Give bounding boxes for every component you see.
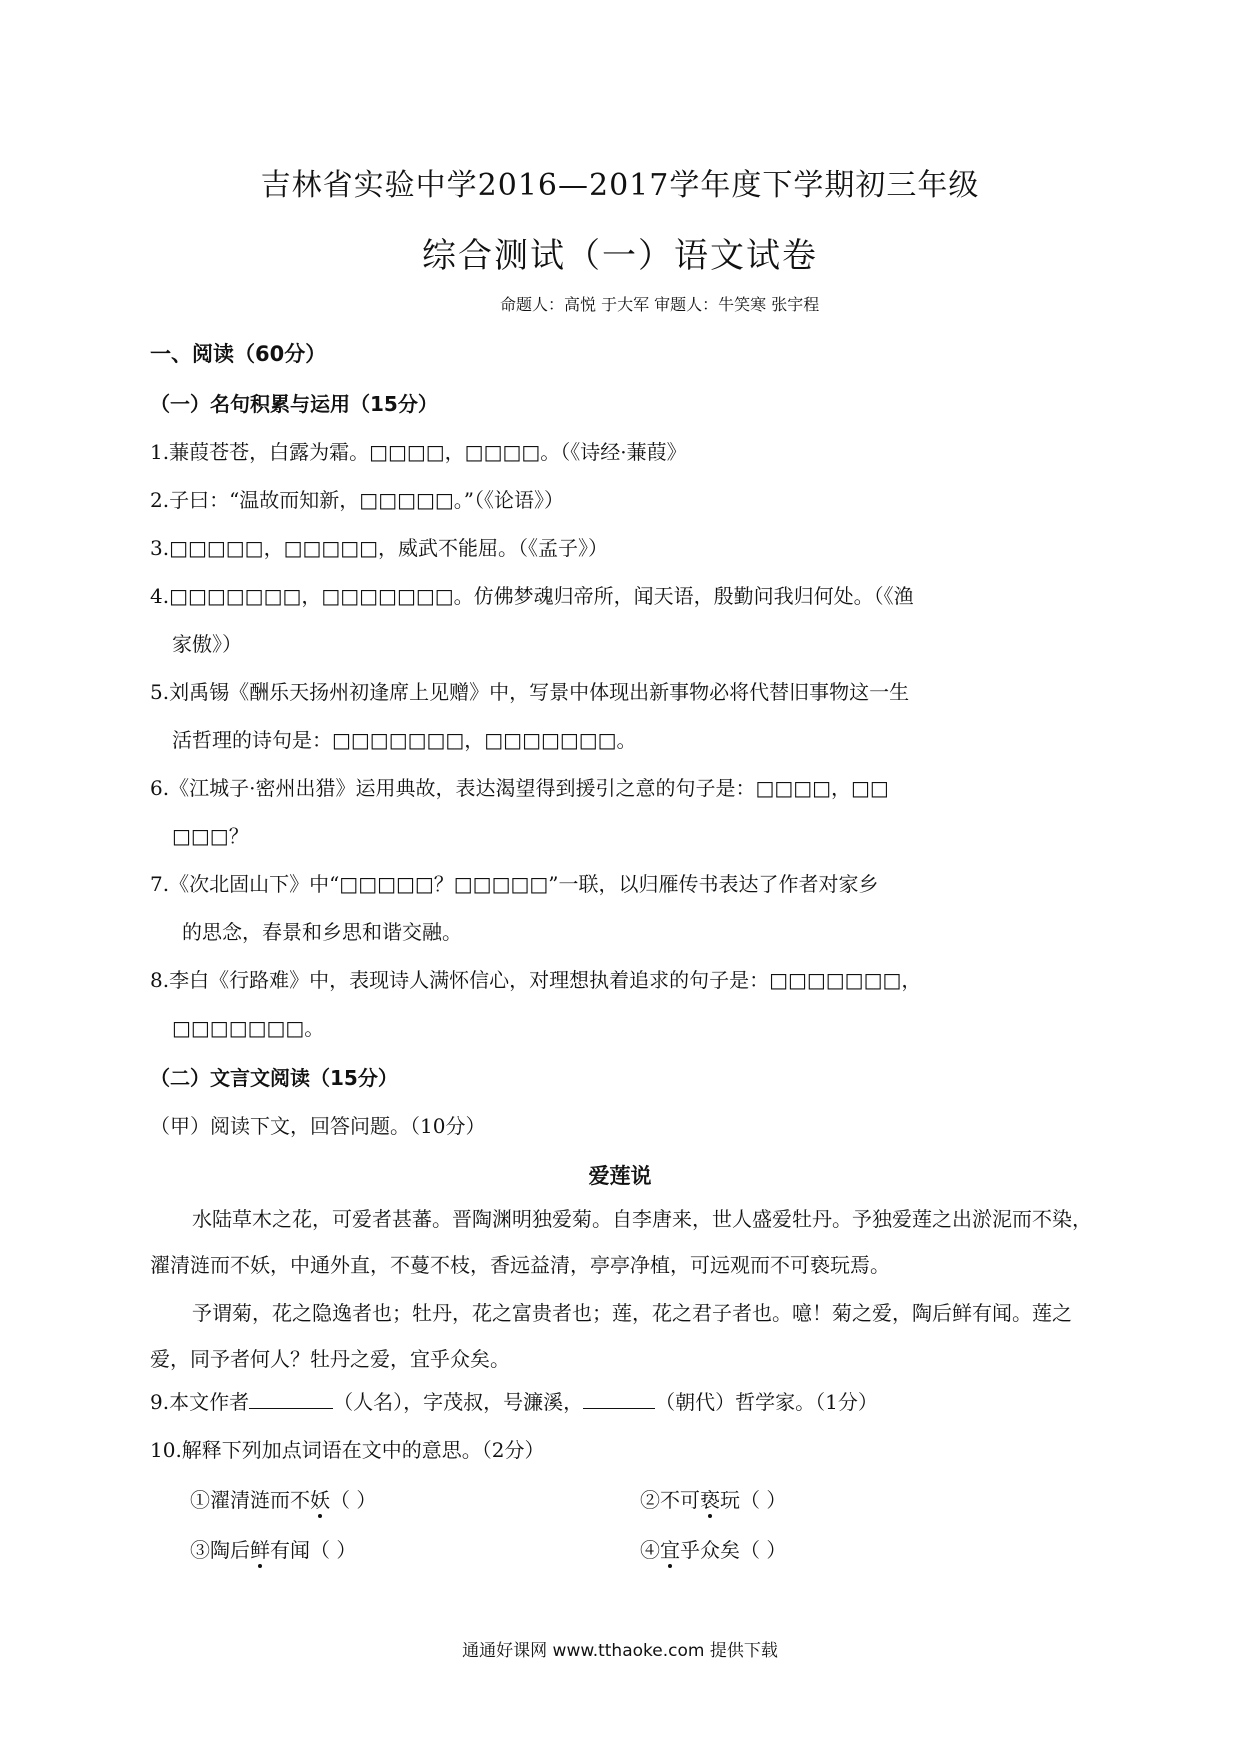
essay-title: 爱莲说 (588, 1164, 652, 1188)
question-4-line2: 家傲》） (172, 632, 242, 656)
option-1-dotted-char: 妖 (310, 1488, 330, 1512)
option-3-answer-blank[interactable]: （ ） (310, 1538, 357, 1562)
option-3-text: ③陶后 (190, 1538, 250, 1562)
option-4 (640, 1534, 786, 1563)
question-9-prefix: 9.本文作者 (150, 1390, 250, 1414)
question-6-line2: □□□？ (172, 824, 249, 848)
part-heading-quotes: （一）名句积累与运用（15分） (150, 392, 438, 416)
question-2: 2.子曰：“温故而知新，□□□□□。”（《论语》） (150, 488, 565, 512)
dynasty-blank[interactable] (583, 1390, 655, 1409)
question-7-line2: 的思念，春景和乡思和谐交融。 (182, 920, 462, 944)
option-2-answer-blank[interactable]: （ ） (740, 1488, 787, 1512)
option-2-dotted-char: 亵 (700, 1488, 720, 1512)
question-4-line1: 4.□□□□□□□，□□□□□□□。仿佛梦魂归帝所，闻天语，殷勤问我归何处。（《渔 (150, 584, 914, 608)
question-5-line1: 5.刘禹锡《酬乐天扬州初逢席上见赠》中，写景中体现出新事物必将代替旧事物这一生 (150, 680, 910, 704)
exam-title-line2: 综合测试（一）语文试卷 (422, 236, 818, 276)
question-5-line2: 活哲理的诗句是：□□□□□□□，□□□□□□□。 (172, 728, 637, 752)
question-7-line1: 7.《次北固山下》中“□□□□□？□□□□□”一联，以归雁传书表达了作者对家乡 (150, 872, 879, 896)
option-4-dotted-char: 宜 (660, 1538, 680, 1562)
option-3 (190, 1534, 356, 1563)
question-setters: 命题人：高悦 于大军 审题人：牛笑寒 张宇程 (500, 295, 820, 314)
question-10: 10.解释下列加点词语在文中的意思。（2分） (150, 1438, 545, 1462)
question-1: 1.蒹葭苍苍，白露为霜。□□□□，□□□□。（《诗经·蒹葭》 (150, 440, 687, 464)
question-9 (150, 1386, 878, 1415)
option-1-text: ①濯清涟而不 (190, 1488, 310, 1512)
essay-paragraph-2: 予谓菊，花之隐逸者也；牡丹，花之富贵者也；莲，花之君子者也。噫！菊之爱，陶后鲜有闻。莲之爱，同予者何人？牡丹之爱，宜乎众矣。 (150, 1301, 1072, 1371)
section-heading-reading: 一、阅读（60分） (150, 342, 327, 366)
question-9-suffix: （朝代）哲学家。（1分） (655, 1390, 878, 1414)
exam-title-line1: 吉林省实验中学2016—2017学年度下学期初三年级 (260, 168, 980, 203)
question-8-line2: □□□□□□□。 (172, 1016, 325, 1040)
option-3-dotted-char: 鲜 (250, 1538, 270, 1562)
question-8-line1: 8.李白《行路难》中，表现诗人满怀信心，对理想执着追求的句子是：□□□□□□□， (150, 968, 922, 992)
option-4-text-suffix: 乎众矣 (680, 1538, 740, 1562)
option-4-answer-blank[interactable]: （ ） (740, 1538, 787, 1562)
reading-instruction: （甲）阅读下文，回答问题。（10分） (150, 1114, 486, 1138)
option-2-text-suffix: 玩 (720, 1488, 740, 1512)
option-3-text-suffix: 有闻 (270, 1538, 310, 1562)
option-4-text: ④ (640, 1538, 660, 1562)
question-3: 3.□□□□□，□□□□□，威武不能屈。（《孟子》） (150, 536, 609, 560)
option-1 (190, 1484, 376, 1513)
question-9-middle: （人名），字茂叔，号濂溪， (333, 1390, 584, 1414)
author-name-blank[interactable] (249, 1390, 333, 1409)
essay-paragraph-1: 水陆草木之花，可爱者甚蕃。晋陶渊明独爱菊。自李唐来，世人盛爱牡丹。予独爱莲之出淤泥而不染，濯清涟而不妖，中通外直，不蔓不枝，香远益清，亭亭净植，可远观而不可亵玩焉。 (150, 1207, 1092, 1277)
question-6-line1: 6.《江城子·密州出猎》运用典故，表达渴望得到援引之意的句子是：□□□□，□□ (150, 776, 889, 800)
option-1-answer-blank[interactable]: （ ） (330, 1488, 377, 1512)
option-2 (640, 1484, 786, 1513)
option-2-text: ②不可 (640, 1488, 700, 1512)
part-heading-classical: （二）文言文阅读（15分） (150, 1066, 398, 1090)
download-footer: 通通好课网 www.tthaoke.com 提供下载 (462, 1641, 778, 1661)
